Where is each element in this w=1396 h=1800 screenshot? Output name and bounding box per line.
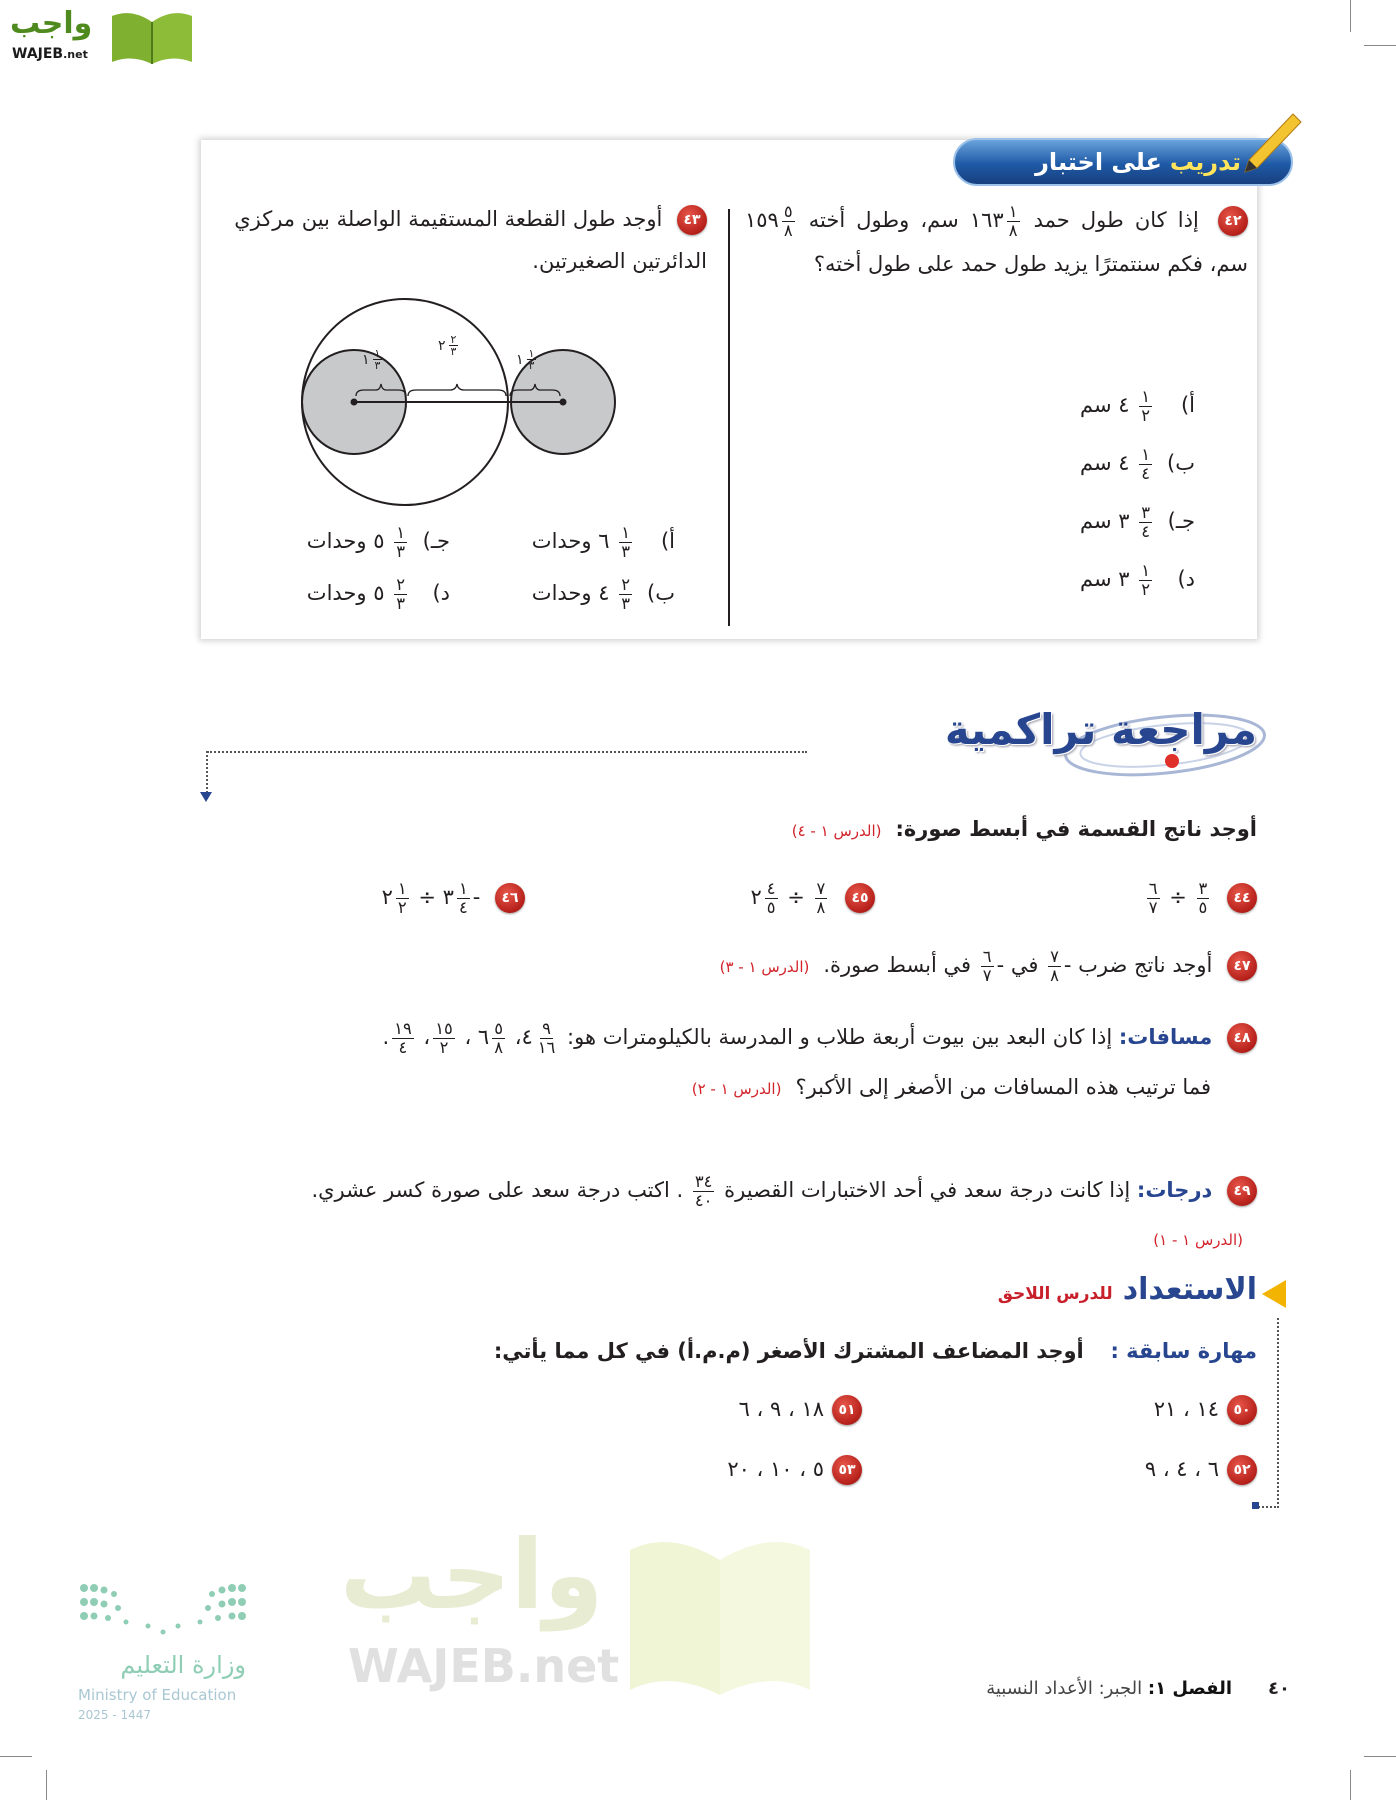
1-n: ١: [1141, 445, 1150, 465]
1-unit: سم: [1079, 451, 1112, 475]
3-label: د): [432, 581, 450, 605]
footer-year: 2025 - 1447: [78, 1708, 152, 1722]
crop-mark: [1350, 0, 1351, 32]
crop-mark: [0, 1756, 32, 1757]
pencil-icon: [1235, 108, 1305, 183]
3-w: ٣: [1118, 567, 1130, 591]
q48-t2: فما ترتيب هذه المسافات من الأصغر إلى الأكبر؟: [795, 1075, 1211, 1099]
question-45: [650, 878, 875, 918]
question-number-badge: ٤٨: [1227, 1023, 1257, 1053]
left-d: ٣: [374, 359, 381, 373]
fraction: [815, 880, 828, 915]
question-53: [650, 1450, 862, 1490]
0-w: ٤: [1118, 393, 1130, 417]
fraction: [1147, 880, 1160, 915]
fraction: [693, 1173, 715, 1208]
2-d: ٣: [396, 541, 405, 561]
watermark: [340, 1519, 840, 1700]
fraction: [1139, 504, 1152, 539]
question-text: أوجد طول القطعة المستقيمة الواصلة بين مركزي الدائرتين الصغيرتين.: [234, 207, 707, 273]
2-text: ٦ ، ٤ ، ٩: [1144, 1457, 1219, 1481]
0-number: ٥٠: [1227, 1395, 1257, 1425]
option-d[interactable]: [990, 550, 1195, 608]
fraction: [449, 334, 459, 358]
b-d: ٥: [766, 897, 776, 917]
a-d: ٤: [458, 897, 468, 917]
ministry-dots-icon: [78, 1582, 248, 1642]
logo-arabic: واجب: [10, 6, 93, 41]
question-number-badge: ٤٥: [845, 883, 875, 913]
label-left-radius: [362, 348, 385, 372]
option-a[interactable]: [470, 515, 675, 567]
option-c[interactable]: [245, 515, 450, 567]
q47-t2: في: [1010, 953, 1039, 977]
2-number: ٥٢: [1227, 1455, 1257, 1485]
middle-n: ٢: [450, 333, 457, 346]
option-d[interactable]: [245, 567, 450, 619]
review-instruction: أوجد ناتج القسمة في أبسط صورة:: [895, 817, 1257, 841]
q49-label: درجات:: [1136, 1178, 1213, 1202]
dotted-guide: [206, 751, 208, 797]
fraction: [619, 576, 632, 611]
3-n: ١: [1141, 561, 1150, 581]
question-47: [430, 946, 1257, 986]
fraction: [457, 880, 470, 915]
crop-mark: [1350, 1770, 1351, 1800]
question-52: [1050, 1450, 1257, 1490]
b-d: ٢: [397, 897, 407, 917]
0-n: ١: [1141, 387, 1150, 407]
q49-t1: إذا كانت درجة سعد في أحد الاختبارات القصيرة: [724, 1178, 1131, 1202]
m2-d: ٨: [783, 220, 793, 240]
a-w: ٣: [442, 885, 454, 909]
fraction: [392, 1020, 414, 1055]
2-w: ٥: [373, 529, 385, 553]
header-title-b: على اختبار: [1035, 148, 1162, 176]
3-label: د): [1177, 567, 1195, 591]
whole-number: ١٦٣: [969, 208, 1004, 232]
1-d: ٣: [621, 593, 630, 613]
1-text: ١٨ ، ٩ ، ٦: [738, 1397, 824, 1421]
f4-d: ٤: [398, 1037, 408, 1057]
fraction: [619, 524, 632, 559]
a-d: ٥: [1198, 897, 1208, 917]
page-number: ٤٠: [1268, 1678, 1290, 1699]
0-label: أ): [660, 529, 675, 553]
question-42: [745, 198, 1248, 286]
2-label: جـ): [1167, 509, 1195, 533]
1-label: ب): [647, 581, 675, 605]
prior-skill: [260, 1334, 1257, 1368]
question-number-badge: ٤٢: [1218, 206, 1248, 236]
1-number: ٥١: [832, 1395, 862, 1425]
ministry-logo: [78, 1582, 248, 1728]
1-d: ٤: [1141, 463, 1150, 483]
2-label: جـ): [422, 529, 450, 553]
readiness-skill-label: مهارة سابقة :: [1110, 1339, 1257, 1363]
question-50: [1050, 1390, 1257, 1430]
3-unit: وحدات: [306, 581, 367, 605]
crop-mark: [1364, 45, 1396, 46]
circles-diagram: [290, 290, 630, 520]
0-unit: وحدات: [531, 529, 592, 553]
lesson-ref: (الدرس ١ - ٣): [719, 958, 810, 976]
fraction: [536, 1020, 558, 1055]
f3-n: ١٥: [435, 1019, 453, 1039]
right-d: ٣: [528, 359, 535, 373]
f1-n: ٩: [542, 1019, 551, 1039]
question-46: [265, 878, 525, 918]
question-44: [1050, 878, 1257, 918]
footer-chapter: الفصل ١:: [1147, 1678, 1233, 1699]
arrow-down-icon: [200, 792, 212, 802]
fraction: [527, 348, 537, 372]
brace-middle: [408, 384, 506, 396]
footer-chapter-title: الجبر: الأعداد النسبية: [986, 1678, 1143, 1699]
fraction: [1048, 948, 1061, 983]
question-number-badge: ٤٧: [1227, 951, 1257, 981]
column-divider: [728, 209, 730, 626]
fraction: [394, 576, 407, 611]
dotted-guide: [207, 751, 807, 753]
f2-d: ٨: [494, 1037, 503, 1057]
question-43-options-col1: [470, 515, 675, 619]
3-number: ٥٣: [832, 1455, 862, 1485]
0-label: أ): [1180, 393, 1195, 417]
1-unit: وحدات: [531, 581, 592, 605]
readiness-subtitle: للدرس اللاحق: [997, 1284, 1113, 1304]
2-w: ٣: [1118, 509, 1130, 533]
readiness-header: [900, 1272, 1257, 1307]
footer-ministry-en: Ministry of Education: [78, 1686, 237, 1704]
review-instruction: [600, 810, 1257, 850]
f-d: ٤٠: [694, 1190, 713, 1210]
question-42-options: [990, 376, 1195, 608]
fraction: [782, 203, 795, 238]
fraction: [396, 880, 409, 915]
watermark-arabic: واجب: [340, 1519, 604, 1631]
f2-w: ٦: [477, 1025, 490, 1049]
option-b[interactable]: [990, 434, 1195, 492]
book-icon: [108, 8, 196, 66]
3-w: ٥: [373, 581, 385, 605]
question-number-badge: ٤٦: [495, 883, 525, 913]
crop-mark: [1364, 1756, 1396, 1757]
0-n: ١: [621, 523, 630, 543]
f4-n: ١٩: [394, 1019, 412, 1039]
b-d: ٧: [982, 965, 992, 985]
b-n: ٦: [982, 947, 992, 967]
0-w: ٦: [598, 529, 610, 553]
crop-mark: [46, 1770, 47, 1800]
logo-suffix: .net: [63, 48, 88, 61]
fraction: [981, 948, 994, 983]
left-n: ١: [374, 347, 381, 360]
2-unit: سم: [1079, 509, 1112, 533]
question-number-badge: ٤٤: [1227, 883, 1257, 913]
fraction: [1139, 562, 1152, 597]
m1-d: ٨: [1008, 220, 1018, 240]
lesson-ref: (الدرس ١ - ١): [1153, 1231, 1243, 1249]
1-w: ٤: [1118, 451, 1130, 475]
question-number-badge: ٤٣: [677, 205, 707, 235]
a-d: ٨: [816, 897, 826, 917]
wajeb-logo[interactable]: [10, 6, 195, 66]
fraction: [1197, 880, 1210, 915]
fraction: [373, 348, 383, 372]
question-text: سم، فكم سنتمترًا يزيد طول حمد على طول أخته؟: [813, 252, 1248, 276]
option-c[interactable]: [990, 492, 1195, 550]
3-text: ٥ ، ١٠ ، ٢٠: [727, 1457, 824, 1481]
1-w: ٤: [598, 581, 610, 605]
footer-ministry-ar: وزارة التعليم: [120, 1651, 246, 1679]
middle-d: ٣: [450, 345, 457, 359]
1-label: ب): [1167, 451, 1195, 475]
a-n: ١: [458, 879, 468, 899]
0-text: ١٤ ، ٢١: [1153, 1397, 1219, 1421]
b-n: ٤: [766, 879, 776, 899]
3-d: ٣: [396, 593, 405, 613]
question-51: [650, 1390, 862, 1430]
dotted-guide: [1277, 1318, 1279, 1508]
review-title: مراجعة تراكمية: [944, 705, 1257, 754]
end-marker: [1252, 1502, 1259, 1509]
left-w: ١: [362, 351, 370, 368]
a-n: ٧: [1050, 947, 1059, 967]
fraction: [1139, 388, 1152, 423]
m1-n: ١: [1008, 202, 1018, 222]
logo-latin: [12, 46, 88, 63]
b-w: ٢: [750, 885, 762, 909]
lesson-ref: (الدرس ١ - ٤): [791, 822, 882, 840]
q46-op: ÷: [418, 885, 436, 909]
watermark-latin: WAJEB.net: [348, 1639, 620, 1693]
question-43-options-col2: [245, 515, 450, 619]
3-n: ٢: [396, 575, 405, 595]
q47-neg: -: [1063, 953, 1072, 977]
option-a[interactable]: [990, 376, 1195, 434]
q48-t1: إذا كان البعد بين بيوت أربعة طلاب و المدرسة بالكيلومترات هو:: [567, 1025, 1113, 1049]
2-d: ٤: [1141, 521, 1150, 541]
fraction: [492, 1020, 505, 1055]
a-n: ٧: [816, 879, 826, 899]
q45-op: ÷: [787, 885, 805, 909]
fraction: [1139, 446, 1152, 481]
watermark-book-icon: [610, 1530, 830, 1700]
2-unit: وحدات: [306, 529, 367, 553]
q47-neg: -: [996, 953, 1005, 977]
0-d: ٣: [621, 541, 630, 561]
0-unit: سم: [1079, 393, 1112, 417]
1-n: ٢: [621, 575, 630, 595]
f3-d: ٢: [439, 1037, 449, 1057]
f2-n: ٥: [494, 1019, 503, 1039]
3-unit: سم: [1079, 567, 1112, 591]
lesson-ref: (الدرس ١ - ٢): [691, 1080, 782, 1098]
question-text: إذا كان طول حمد: [1033, 208, 1199, 232]
q46-neg: -: [472, 885, 481, 909]
fraction: [1007, 203, 1020, 238]
triangle-marker-icon: [1262, 1280, 1286, 1308]
label-middle-gap: [438, 334, 461, 358]
a-n: ٣: [1198, 879, 1208, 899]
q49-t2: . اكتب درجة سعد على صورة كسر عشري.: [311, 1178, 684, 1202]
header-title-a: تدريب: [1169, 148, 1241, 176]
question-48: ٤٨ مسافات: إذا كان البعد بين بيوت أربعة طلاب و المدرسة بالكيلومترات هو: $\frac{٩}{١٦}$ ٤، $\frac{٥}{٨}$ ٦ ، $\frac{١٥}{٢}$ ، $\frac{١٩}{٤}$ . فما ترتيب هذه المسافات من الأصغر إلى الأكبر؟(الدرس ١ - ٢): [205, 1012, 1257, 1114]
label-right-radius: [516, 348, 539, 372]
readiness-title: الاستعداد: [1122, 1272, 1257, 1307]
fraction: [394, 524, 407, 559]
2-n: ٣: [1141, 503, 1150, 523]
q47-t1: أوجد ناتج ضرب: [1078, 953, 1213, 977]
fraction: [433, 1020, 455, 1055]
whole-number: ١٥٩: [745, 208, 779, 232]
question-text: سم، وطول أخته: [808, 208, 959, 232]
m2-n: ٥: [783, 202, 793, 222]
right-n: ١: [528, 347, 535, 360]
0-d: ٢: [1141, 405, 1150, 425]
q48-label: مسافات:: [1118, 1025, 1213, 1049]
b-n: ٦: [1148, 879, 1158, 899]
2-n: ١: [396, 523, 405, 543]
page-footer: [900, 1678, 1290, 1699]
question-43: [212, 198, 707, 282]
a-d: ٨: [1050, 965, 1059, 985]
3-d: ٢: [1141, 579, 1150, 599]
question-number-badge: ٤٩: [1227, 1176, 1257, 1206]
b-w: ٢: [381, 885, 393, 909]
f1-d: ١٦: [537, 1037, 556, 1057]
b-d: ٧: [1148, 897, 1158, 917]
q44-op: ÷: [1169, 885, 1187, 909]
question-49: [250, 1166, 1257, 1264]
option-b[interactable]: [470, 567, 675, 619]
readiness-skill-text: أوجد المضاعف المشترك الأصغر (م.م.أ) في كل مما يأتي:: [493, 1339, 1084, 1363]
b-n: ١: [397, 879, 407, 899]
fraction: [765, 880, 778, 915]
middle-w: ٢: [438, 337, 446, 354]
right-w: ١: [516, 351, 524, 368]
logo-latin: WAJEB: [12, 46, 64, 62]
q47-t3: في أبسط صورة.: [823, 953, 972, 977]
f1-w: ٤: [521, 1025, 533, 1049]
f-n: ٣٤: [694, 1172, 713, 1192]
